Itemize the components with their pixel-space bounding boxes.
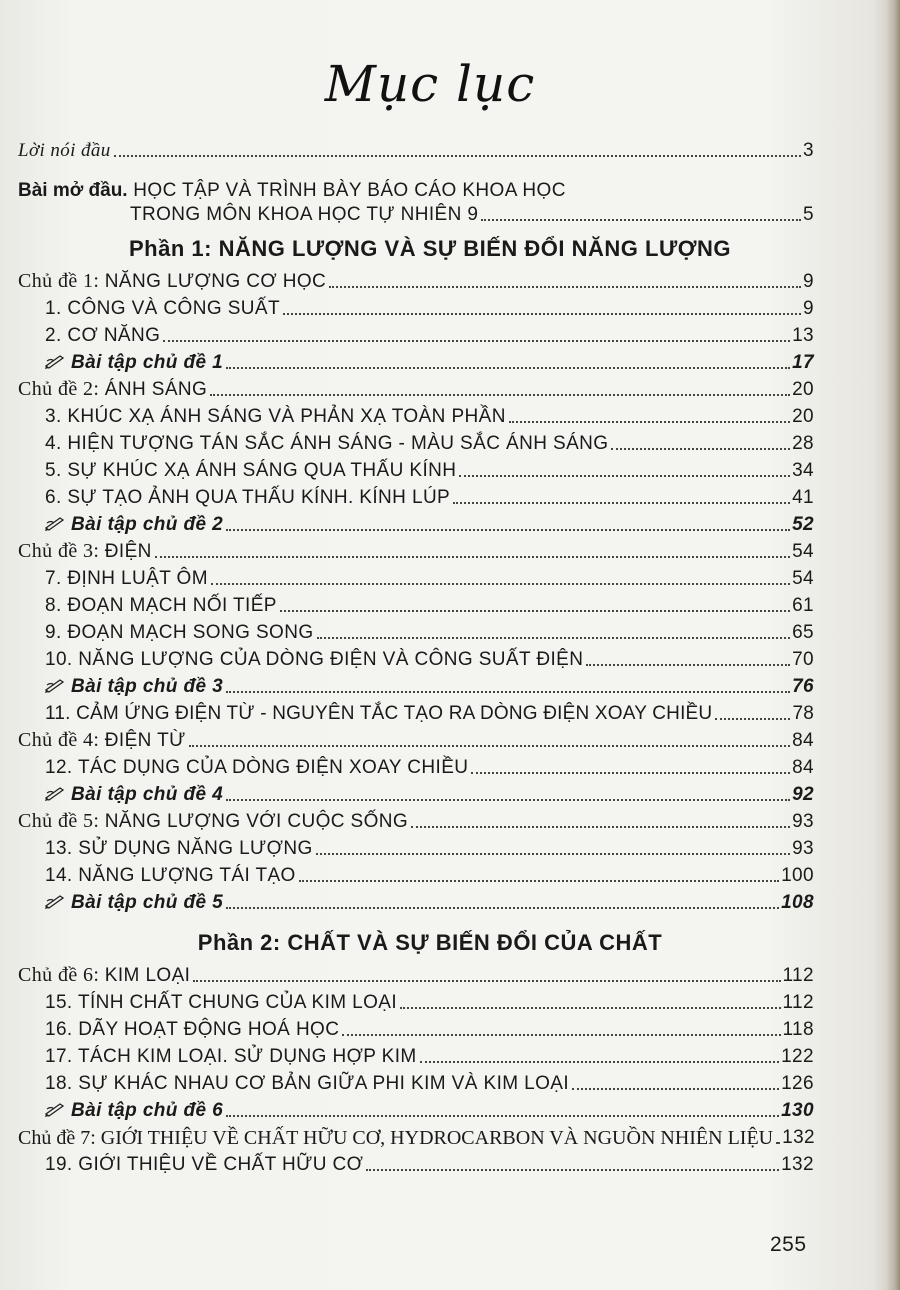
toc-lesson-6[interactable] (45, 482, 814, 509)
toc-lesson-14[interactable] (45, 860, 814, 887)
entry-label: 16. DÃY HOẠT ĐỘNG HOÁ HỌC (45, 1019, 340, 1040)
topic-prefix: Chủ đề 1: (18, 270, 100, 292)
toc-lesson-10[interactable] (45, 644, 814, 671)
toc-lesson-11[interactable] (45, 698, 814, 725)
dot-leader (226, 1114, 779, 1117)
intro-line2: TRONG MÔN KHOA HỌC TỰ NHIÊN 9 (130, 204, 479, 225)
toc-lesson-13[interactable] (45, 833, 814, 860)
topic-title: NĂNG LƯỢNG CƠ HỌC (104, 271, 327, 292)
topic-prefix: Chủ đề 7: (18, 1127, 96, 1149)
page-ref: 54 (792, 568, 814, 589)
topic-title: KIM LOẠI (104, 965, 191, 986)
page-ref: 130 (781, 1100, 814, 1121)
page-ref: 41 (792, 487, 814, 508)
dot-leader (189, 744, 790, 747)
toc-lesson-2[interactable] (45, 320, 814, 347)
toc-lesson-9[interactable] (45, 617, 814, 644)
page-ref: 93 (792, 838, 814, 859)
toc-entry-preface[interactable] (18, 135, 814, 162)
dot-leader (280, 609, 790, 612)
topic-prefix: Chủ đề 6: (18, 964, 100, 986)
page-ref: 20 (792, 379, 814, 400)
entry-label: 4. HIỆN TƯỢNG TÁN SẮC ÁNH SÁNG - MÀU SẮC ÁNH SÁNG (45, 433, 609, 454)
intro-prefix: Bài mở đầu. (18, 180, 128, 201)
toc-lesson-5[interactable] (45, 455, 814, 482)
toc-topic-3[interactable] (18, 536, 814, 563)
dot-leader (299, 879, 779, 882)
dot-leader (611, 447, 790, 450)
topic-title: ĐIỆN TỪ (104, 730, 186, 751)
entry-label: 2. CƠ NĂNG (45, 325, 161, 346)
toc-topic-7[interactable] (18, 1122, 814, 1149)
page-ref: 52 (792, 514, 814, 535)
toc-topic-6[interactable] (18, 960, 814, 987)
page-ref: 122 (781, 1046, 814, 1067)
topic-prefix: Chủ đề 3: (18, 540, 100, 562)
topic-prefix: Chủ đề 5: (18, 810, 100, 832)
toc-entry-intro-line2[interactable] (130, 199, 814, 226)
toc-lesson-16[interactable] (45, 1014, 814, 1041)
entry-label: 12. TÁC DỤNG CỦA DÒNG ĐIỆN XOAY CHIỀU (45, 757, 469, 778)
toc-exercise-6[interactable] (45, 1095, 814, 1122)
entry-label: 13. SỬ DỤNG NĂNG LƯỢNG (45, 838, 313, 859)
dot-leader (420, 1060, 779, 1063)
dot-leader (226, 798, 790, 801)
page-ref: 93 (792, 811, 814, 832)
topic-title: GIỚI THIỆU VỀ CHẤT HỮU CƠ, HYDROCARBON VÀ NGUỒN NHIÊN LIỆU (100, 1127, 774, 1149)
topic-title: NĂNG LƯỢNG VỚI CUỘC SỐNG (104, 811, 409, 832)
entry-label: 9. ĐOẠN MẠCH SONG SONG (45, 622, 314, 643)
dot-leader (400, 1006, 780, 1009)
topic-prefix: Chủ đề 2: (18, 378, 100, 400)
topic-title: ĐIỆN (104, 541, 152, 562)
page-ref: 132 (781, 1154, 814, 1175)
entry-label: 15. TÍNH CHẤT CHUNG CỦA KIM LOẠI (45, 992, 398, 1013)
page-ref: 5 (803, 204, 814, 225)
dot-leader (572, 1087, 779, 1090)
page-ref: 34 (792, 460, 814, 481)
page-ref: 54 (792, 541, 814, 562)
toc-lesson-19[interactable] (45, 1149, 814, 1176)
dot-leader (342, 1033, 780, 1036)
toc-topic-1[interactable] (18, 266, 814, 293)
entry-label: 19. GIỚI THIỆU VỀ CHẤT HỮU CƠ (45, 1154, 364, 1175)
page-number: 255 (770, 1233, 807, 1256)
toc-topic-4[interactable] (18, 725, 814, 752)
page-ref: 9 (803, 298, 814, 319)
page-ref: 20 (792, 406, 814, 427)
page-ref: 28 (792, 433, 814, 454)
pencil-icon (45, 1103, 65, 1117)
pencil-icon (45, 355, 65, 369)
topic-title: ÁNH SÁNG (104, 379, 208, 400)
dot-leader (226, 906, 779, 909)
pencil-icon (45, 679, 65, 693)
topic-prefix: Chủ đề 4: (18, 729, 100, 751)
dot-leader (226, 528, 790, 531)
dot-leader (715, 717, 790, 720)
toc-exercise-3[interactable] (45, 671, 814, 698)
entry-label: Lời nói đầu (18, 140, 111, 161)
pencil-icon (45, 787, 65, 801)
dot-leader (155, 555, 790, 558)
dot-leader (226, 690, 790, 693)
page-ref: 17 (792, 352, 814, 373)
page-ref: 100 (781, 865, 814, 886)
dot-leader (114, 154, 801, 157)
page-ref: 84 (792, 757, 814, 778)
page-ref: 13 (792, 325, 814, 346)
entry-label: 6. SỰ TẠO ẢNH QUA THẤU KÍNH. KÍNH LÚP (45, 487, 451, 508)
page-ref: 65 (792, 622, 814, 643)
toc-lesson-15[interactable] (45, 987, 814, 1014)
part-heading-1: Phần 1: NĂNG LƯỢNG VÀ SỰ BIẾN ĐỔI NĂNG LƯỢNG (129, 236, 731, 261)
dot-leader (211, 582, 790, 585)
dot-leader (411, 825, 790, 828)
page-ref: 61 (792, 595, 814, 616)
entry-label: Bài tập chủ đề 2 (71, 514, 224, 535)
dot-leader (317, 636, 791, 639)
page-ref: 3 (803, 140, 814, 161)
entry-label: 11. CẢM ỨNG ĐIỆN TỪ - NGUYÊN TẮC TẠO RA DÒNG ĐIỆN XOAY CHIỀU (45, 703, 713, 724)
toc-exercise-5[interactable] (45, 887, 814, 914)
dot-leader (366, 1168, 779, 1171)
toc-lesson-4[interactable] (45, 428, 814, 455)
toc-exercise-2[interactable] (45, 509, 814, 536)
entry-label: 17. TÁCH KIM LOẠI. SỬ DỤNG HỢP KIM (45, 1046, 417, 1067)
page-ref: 78 (792, 703, 814, 724)
entry-label: 8. ĐOẠN MẠCH NỐI TIẾP (45, 595, 277, 616)
toc-lesson-3[interactable] (45, 401, 814, 428)
entry-label: 1. CÔNG VÀ CÔNG SUẤT (45, 298, 280, 319)
toc-topic-2[interactable] (18, 374, 814, 401)
page-title: Mục lục (324, 55, 536, 113)
page-ref: 132 (782, 1127, 816, 1148)
page-ref: 126 (781, 1073, 814, 1094)
page-ref: 118 (782, 1019, 814, 1040)
dot-leader (459, 474, 790, 477)
dot-leader (453, 501, 790, 504)
entry-label: 10. NĂNG LƯỢNG CỦA DÒNG ĐIỆN VÀ CÔNG SUẤT ĐIỆN (45, 649, 584, 670)
toc-lesson-1[interactable] (45, 293, 814, 320)
dot-leader (226, 366, 790, 369)
entry-label: 18. SỰ KHÁC NHAU CƠ BẢN GIỮA PHI KIM VÀ KIM LOẠI (45, 1073, 570, 1094)
toc-exercise-4[interactable] (45, 779, 814, 806)
toc-lesson-18[interactable] (45, 1068, 814, 1095)
toc-lesson-8[interactable] (45, 590, 814, 617)
part-heading-2: Phần 2: CHẤT VÀ SỰ BIẾN ĐỔI CỦA CHẤT (197, 930, 663, 955)
dot-leader (481, 218, 801, 221)
dot-leader (329, 285, 801, 288)
toc-topic-5[interactable] (18, 806, 814, 833)
entry-label: Bài tập chủ đề 6 (71, 1100, 224, 1121)
dot-leader (776, 1141, 780, 1144)
toc-lesson-17[interactable] (45, 1041, 814, 1068)
toc-exercise-1[interactable] (45, 347, 814, 374)
entry-label: Bài tập chủ đề 3 (71, 676, 224, 697)
pencil-icon (45, 895, 65, 909)
page-ref: 9 (803, 271, 814, 292)
entry-label: 5. SỰ KHÚC XẠ ÁNH SÁNG QUA THẤU KÍNH (45, 460, 457, 481)
pencil-icon (45, 517, 65, 531)
dot-leader (316, 852, 790, 855)
dot-leader (586, 663, 790, 666)
page-ref: 112 (782, 965, 814, 986)
entry-label: 3. KHÚC XẠ ÁNH SÁNG VÀ PHẢN XẠ TOÀN PHẦN (45, 406, 506, 427)
entry-label: 14. NĂNG LƯỢNG TÁI TẠO (45, 865, 296, 886)
page-edge (886, 0, 900, 1290)
page-ref: 108 (781, 892, 814, 913)
dot-leader (193, 979, 780, 982)
dot-leader (471, 771, 790, 774)
page-ref: 84 (792, 730, 814, 751)
entry-label: Bài tập chủ đề 5 (71, 892, 224, 913)
page-ref: 70 (792, 649, 814, 670)
entry-label: Bài tập chủ đề 4 (71, 784, 224, 805)
page-ref: 76 (792, 676, 814, 697)
dot-leader (509, 420, 790, 423)
dot-leader (163, 339, 790, 342)
dot-leader (210, 393, 790, 396)
toc-lesson-7[interactable] (45, 563, 814, 590)
intro-line1: HỌC TẬP VÀ TRÌNH BÀY BÁO CÁO KHOA HỌC (133, 180, 566, 201)
toc-lesson-12[interactable] (45, 752, 814, 779)
page-ref: 92 (792, 784, 814, 805)
dot-leader (283, 312, 801, 315)
entry-label: Bài tập chủ đề 1 (71, 352, 224, 373)
page-ref: 112 (782, 992, 814, 1013)
entry-label: 7. ĐỊNH LUẬT ÔM (45, 568, 208, 589)
